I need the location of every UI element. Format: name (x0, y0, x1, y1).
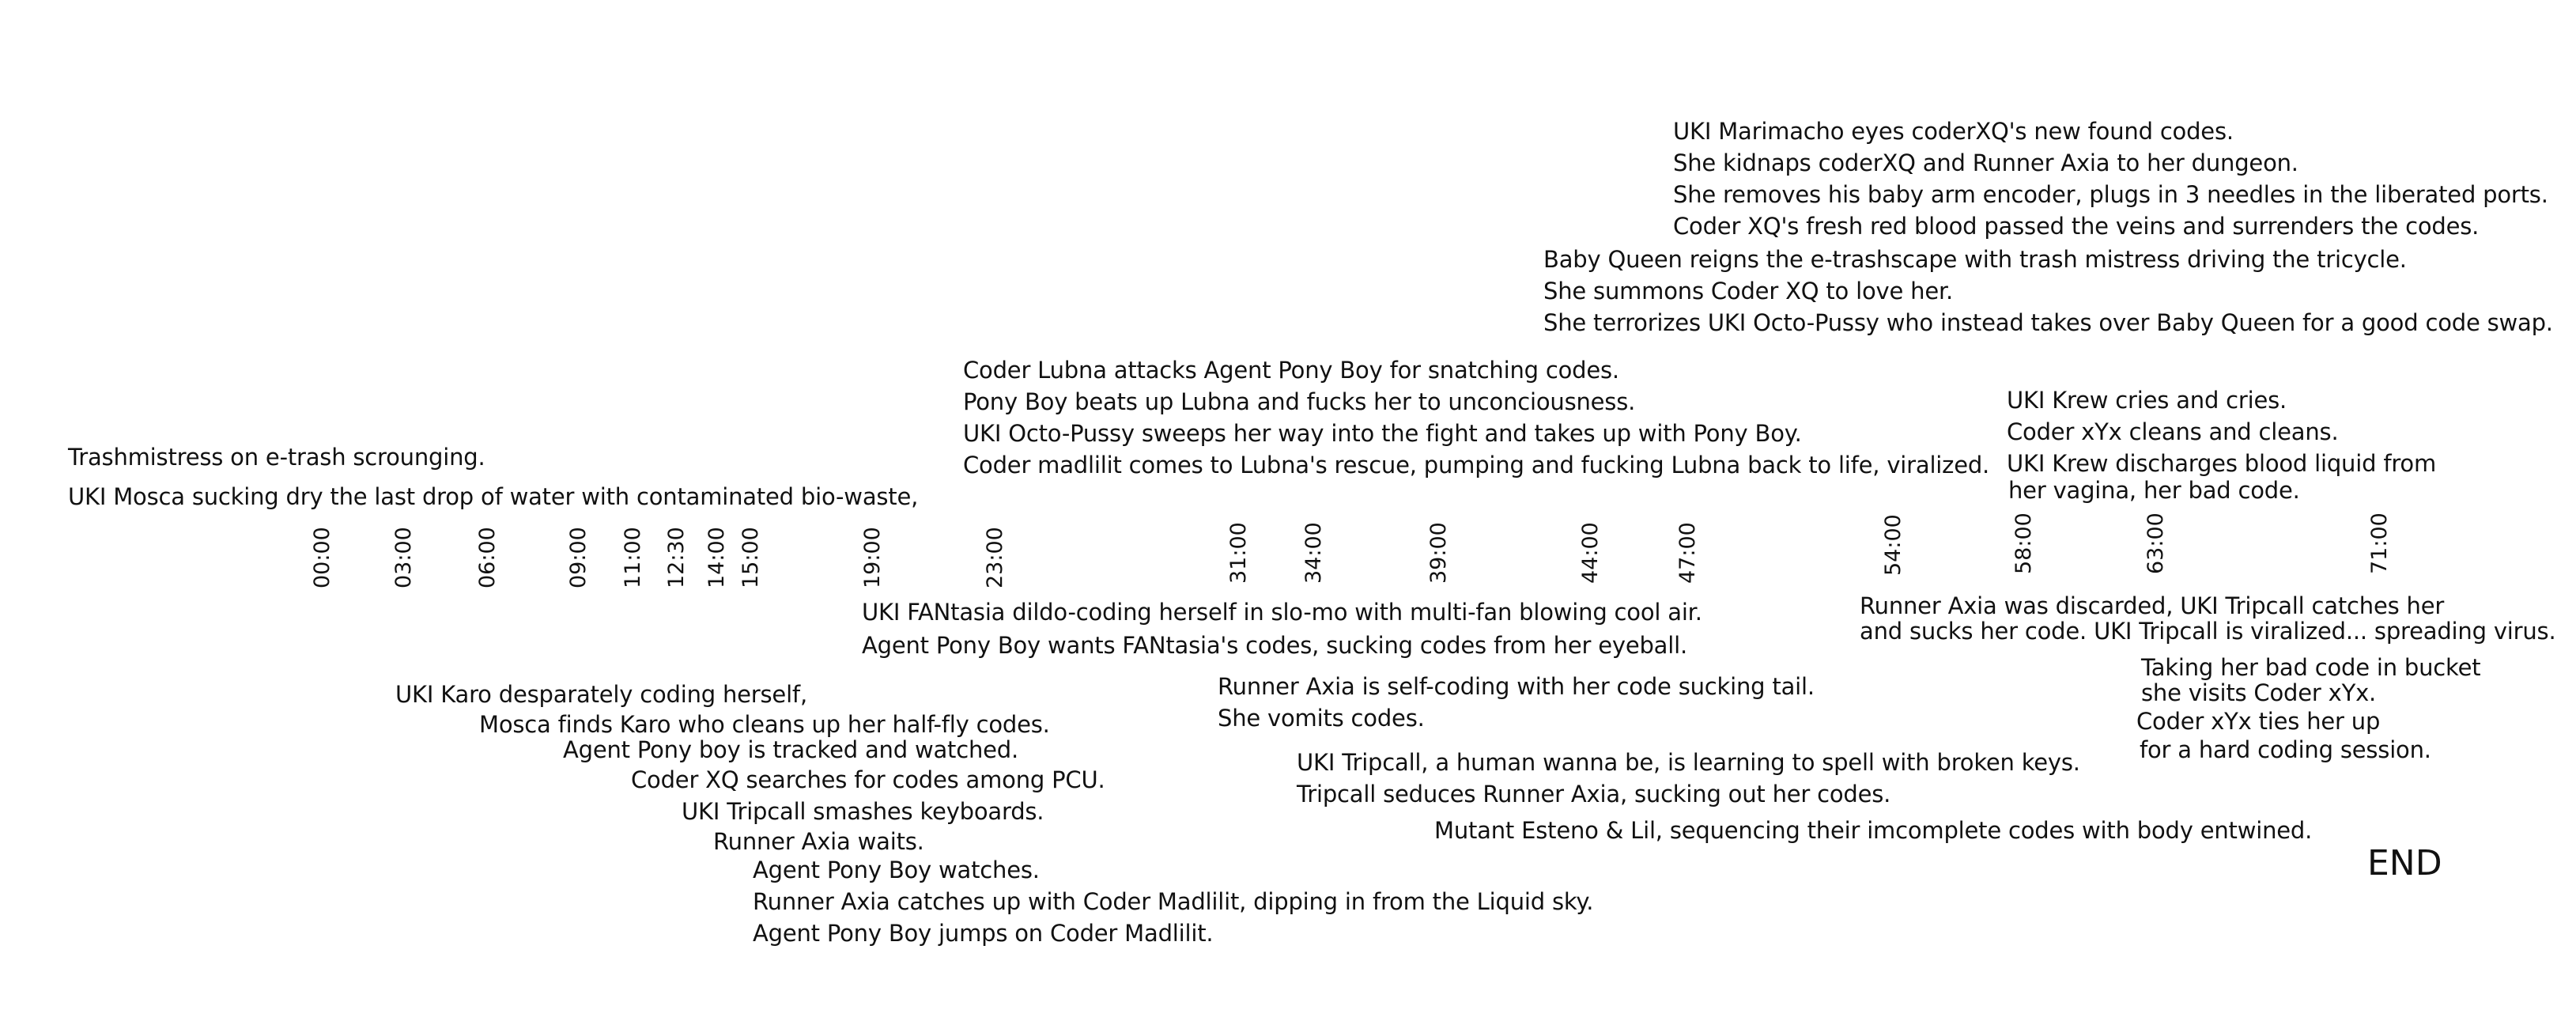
time-marker: 09:00 (566, 527, 591, 588)
time-marker: 54:00 (1881, 514, 1906, 576)
narrative-line: Mosca finds Karo who cleans up her half-fly codes. (479, 711, 1050, 738)
narrative-line: Runner Axia catches up with Coder Madlilit, dipping in from the Liquid sky. (753, 888, 1594, 915)
narrative-line: Pony Boy beats up Lubna and fucks her to unconciousness. (963, 388, 1636, 415)
time-marker: 19:00 (860, 527, 885, 588)
time-marker: 44:00 (1578, 522, 1603, 584)
narrative-line: UKI Marimacho eyes coderXQ's new found codes. (1673, 118, 2234, 145)
narrative-line: Baby Queen reigns the e-trashscape with trash mistress driving the tricycle. (1543, 246, 2407, 273)
time-marker: 12:30 (664, 527, 689, 588)
time-marker: 47:00 (1675, 522, 1700, 584)
time-marker: 39:00 (1426, 522, 1451, 584)
time-marker: 14:00 (704, 527, 729, 588)
narrative-line: Coder xYx cleans and cleans. (2007, 418, 2339, 445)
narrative-line: UKI Krew discharges blood liquid from (2007, 450, 2437, 477)
narrative-line: Coder XQ's fresh red blood passed the veins and surrenders the codes. (1673, 213, 2480, 240)
narrative-line: She summons Coder XQ to love her. (1543, 278, 1954, 304)
time-marker: 11:00 (621, 527, 645, 588)
narrative-line: Coder madlilit comes to Lubna's rescue, pumping and fucking Lubna back to life, viralized. (963, 452, 1990, 478)
narrative-line: her vagina, her bad code. (2008, 477, 2300, 504)
time-marker: 31:00 (1226, 522, 1251, 584)
narrative-line: Tripcall seduces Runner Axia, sucking out her codes. (1297, 781, 1891, 808)
time-marker: 71:00 (2367, 512, 2392, 574)
narrative-line: She kidnaps coderXQ and Runner Axia to her dungeon. (1673, 149, 2298, 176)
mutant-line: Mutant Esteno & Lil, sequencing their imcomplete codes with body entwined. (1434, 817, 2313, 844)
trashmistress-line: Trashmistress on e-trash scrounging. (68, 444, 485, 471)
narrative-line: she visits Coder xYx. (2141, 679, 2377, 706)
time-marker: 06:00 (475, 527, 500, 588)
narrative-line: Runner Axia waits. (713, 828, 924, 855)
time-marker: 58:00 (2011, 512, 2036, 574)
time-marker: 34:00 (1301, 522, 1326, 584)
time-marker: 23:00 (983, 527, 1007, 588)
narrative-line: UKI Tripcall, a human wanna be, is learning to spell with broken keys. (1297, 749, 2080, 776)
narrative-line: Coder Lubna attacks Agent Pony Boy for snatching codes. (963, 357, 1619, 384)
narrative-line: Agent Pony boy is tracked and watched. (563, 736, 1018, 763)
narrative-line: She terrorizes UKI Octo-Pussy who instead takes over Baby Queen for a good code swap. (1543, 309, 2553, 336)
narrative-line: Runner Axia was discarded, UKI Tripcall catches her (1860, 592, 2445, 619)
narrative-line: UKI FANtasia dildo-coding herself in slo-mo with multi-fan blowing cool air. (862, 599, 1702, 626)
narrative-line: UKI Karo desparately coding herself, (395, 681, 807, 708)
time-marker: 03:00 (391, 527, 416, 588)
narrative-line: UKI Tripcall smashes keyboards. (682, 798, 1044, 825)
time-marker: 63:00 (2144, 512, 2168, 574)
narrative-line: Coder xYx ties her up (2136, 708, 2381, 735)
narrative-line: Runner Axia is self-coding with her code sucking tail. (1218, 673, 1815, 700)
narrative-line: Agent Pony Boy wants FANtasia's codes, sucking codes from her eyeball. (862, 632, 1687, 659)
narrative-line: Taking her bad code in bucket (2141, 654, 2481, 681)
mosca-line: UKI Mosca sucking dry the last drop of water with contaminated bio-waste, (68, 483, 919, 510)
narrative-line: Coder XQ searches for codes among PCU. (631, 766, 1105, 793)
narrative-line: She vomits codes. (1218, 705, 1425, 732)
narrative-line: UKI Krew cries and cries. (2007, 387, 2287, 414)
narrative-line: Agent Pony Boy watches. (753, 857, 1040, 883)
time-marker: 15:00 (738, 527, 763, 588)
narrative-line: and sucks her code. UKI Tripcall is viralized... spreading virus. (1860, 618, 2556, 645)
narrative-line: Agent Pony Boy jumps on Coder Madlilit. (753, 920, 1214, 947)
end-label: END (2367, 843, 2442, 883)
narrative-line: She removes his baby arm encoder, plugs in 3 needles in the liberated ports. (1673, 181, 2548, 208)
narrative-line: for a hard coding session. (2140, 736, 2431, 763)
time-marker: 00:00 (310, 527, 334, 588)
narrative-line: UKI Octo-Pussy sweeps her way into the fight and takes up with Pony Boy. (963, 420, 1802, 447)
